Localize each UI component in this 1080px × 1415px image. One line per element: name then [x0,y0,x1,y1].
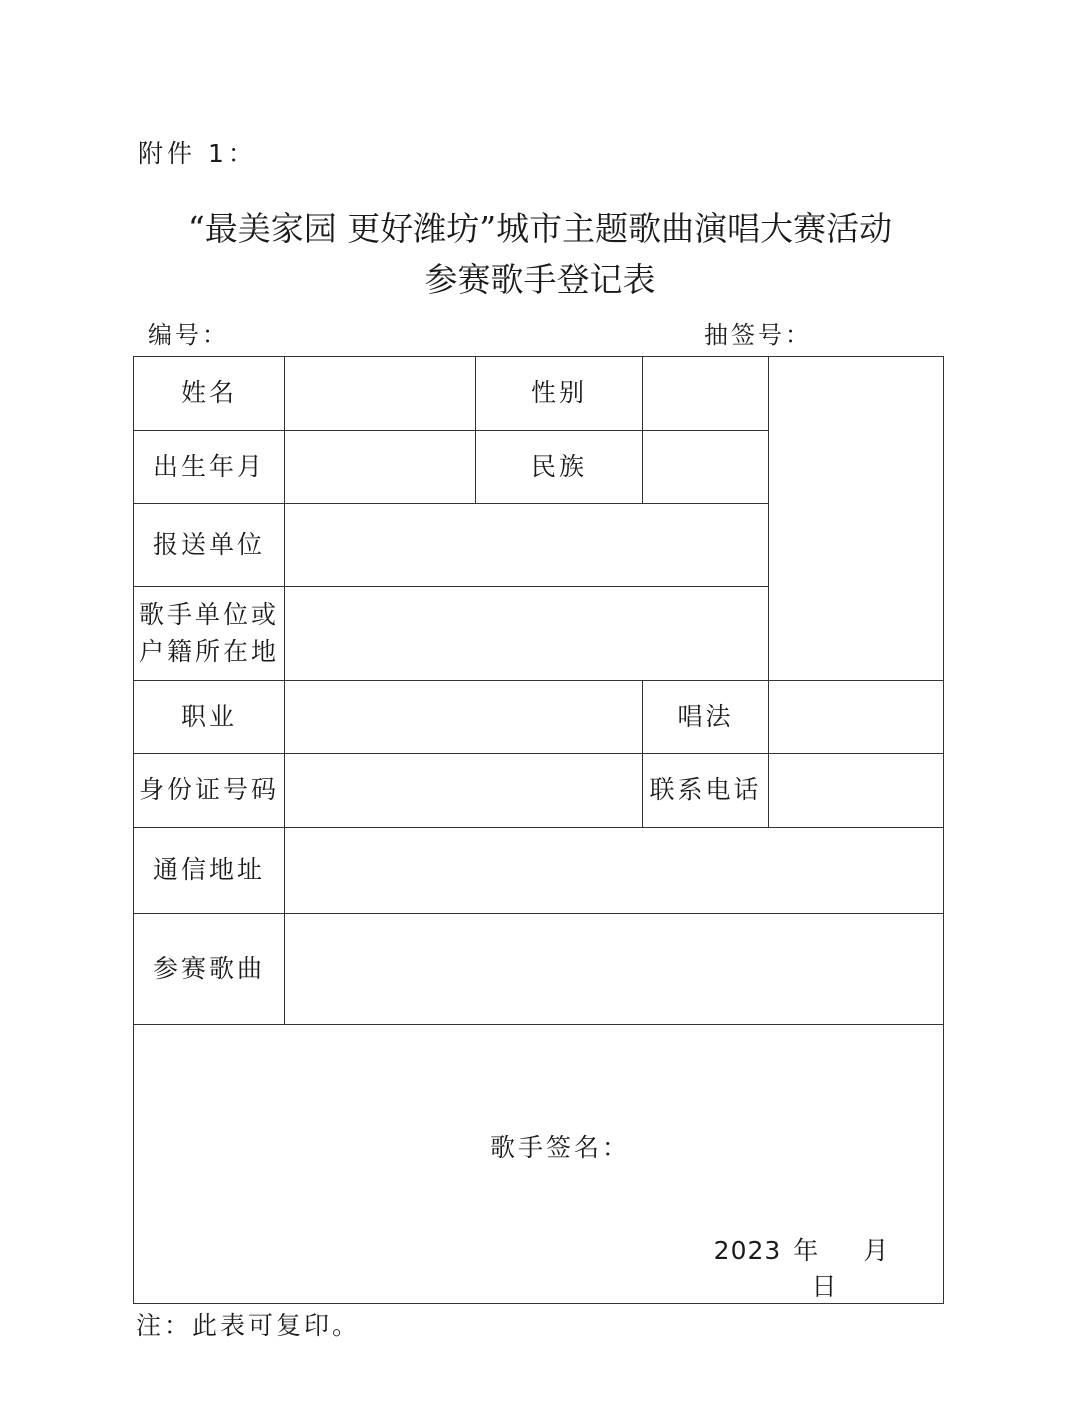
id-number-field[interactable] [285,754,643,828]
song-label: 参赛歌曲 [134,914,285,1025]
signature-day-unit: 日 [811,1272,838,1302]
signature-date [706,1233,943,1306]
singing-style-field[interactable] [769,681,944,754]
phone-field[interactable] [769,754,944,828]
phone-label: 联系电话 [643,754,769,828]
signature-month-unit: 月 [863,1236,890,1265]
submitting-unit-field[interactable] [285,504,769,587]
attachment-label: 附件 1： [138,139,257,168]
singing-style-label: 唱法 [643,681,769,754]
unit-or-residence-field[interactable] [285,587,769,681]
song-field[interactable] [285,914,944,1025]
ethnicity-field[interactable] [643,431,769,504]
unit-or-residence-label [134,587,285,681]
ethnicity-label: 民族 [476,431,643,504]
signature-year: 2023 [713,1236,782,1265]
gender-label: 性别 [476,357,643,431]
photo-area[interactable] [769,357,944,681]
id-number-label: 身份证号码 [134,754,285,828]
unit-or-residence-label-line2: 户籍所在地 [138,636,279,666]
occupation-field[interactable] [285,681,643,754]
address-label: 通信地址 [134,828,285,914]
birth-label: 出生年月 [134,431,285,504]
form-subtitle: 参赛歌手登记表 [424,260,656,299]
submitting-unit-label: 报送单位 [134,504,285,587]
serial-number-label: 编号： [148,321,229,349]
registration-table [133,356,944,1304]
draw-number-label: 抽签号： [704,321,812,349]
copy-note: 注：此表可复印。 [136,1311,361,1340]
gender-field[interactable] [643,357,769,431]
signature-year-unit: 年 [793,1236,820,1265]
address-field[interactable] [285,828,944,914]
form-title: “最美家园 更好潍坊”城市主题歌曲演唱大赛活动 [187,209,893,248]
name-field[interactable] [285,357,476,431]
unit-or-residence-label-line1: 歌手单位或 [138,600,279,630]
signature-label: 歌手签名： [490,1133,631,1162]
occupation-label: 职业 [134,681,285,754]
signature-area[interactable] [134,1025,944,1304]
birth-field[interactable] [285,431,476,504]
name-label: 姓名 [134,357,285,431]
